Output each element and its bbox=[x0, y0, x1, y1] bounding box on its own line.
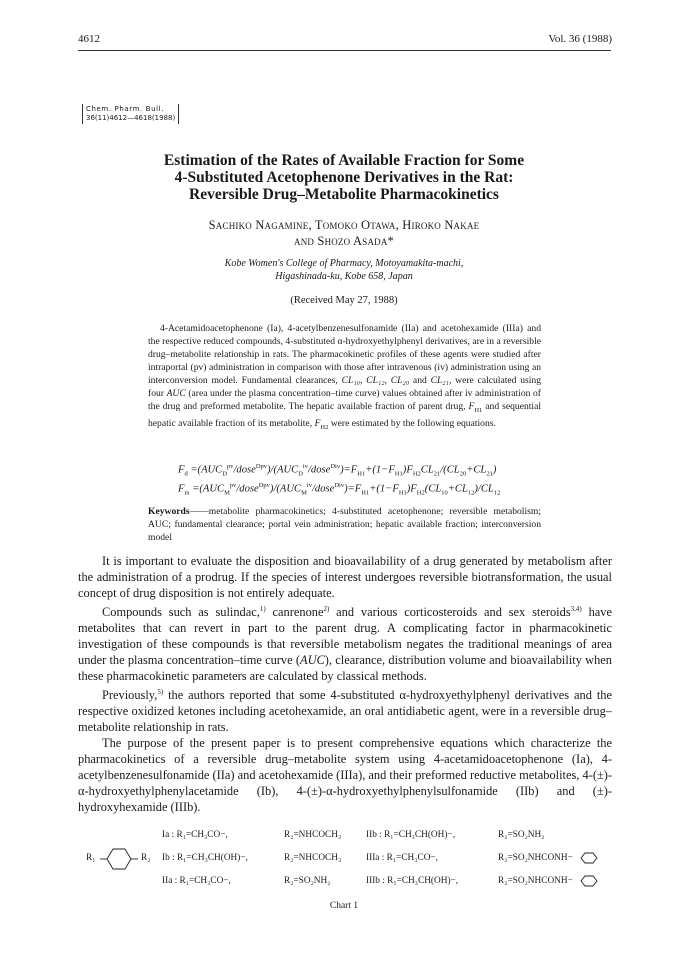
paragraph-text: Previously, bbox=[102, 688, 158, 703]
equation-fd: $F_d$ $=(AUC_D^{pv}/dose^{Dpv})/(AUC_D^{iv}/dose^{Div})=F_{H1}+(1-F_{H1})F_{H2}CL_{21}/(CL_{20}+CL_{21})$ bbox=[178, 463, 497, 478]
substituent-def: R₂=SO₂NH₂ bbox=[498, 830, 545, 840]
abstract-text: (area under the plasma concentration–time curve) values obtained after iv administration of the drug and preformed metabolite. The hepatic available fraction of parent drug, bbox=[148, 388, 542, 412]
body-text bbox=[78, 553, 612, 815]
substituent-def: R₂=SO₂NHCONH− bbox=[498, 876, 573, 886]
abstract-text: were estimated by the following equations. bbox=[328, 417, 496, 429]
title-line: 4-Substituted Acetophenone Derivatives in the Rat: bbox=[174, 169, 514, 186]
keywords bbox=[148, 505, 541, 544]
paragraph-text: Compounds such as sulindac, bbox=[102, 605, 260, 620]
citation-pages: 36(11)4612—4618(1988) bbox=[86, 114, 176, 122]
header-rule bbox=[78, 50, 611, 51]
author-list bbox=[100, 217, 588, 249]
affiliation bbox=[100, 257, 588, 283]
abstract-fh1: F bbox=[468, 401, 475, 412]
reference-marker: 5) bbox=[157, 688, 164, 697]
paragraph-purpose: The purpose of the present paper is to present comprehensive equations which characterize the pharmacokinetics of a reversible drug–metabolite system using 4-acetamidoacetophenone (Ia), 4-acetylbenzenesulfonamide (IIa) and acetohexamide (IIIa), and their preformed reductive metabolites, 4-(±)-α-hydroxyethylphenylacetamide (Ib), 4-(±)-α-hydroxyethylphenylsulfonamide (IIb) and (±)-hydroxyhexamide (IIIb). bbox=[78, 736, 612, 815]
abstract-paragraph bbox=[148, 322, 541, 434]
abstract-fh1-sub: H1 bbox=[474, 406, 483, 414]
substituent-def: R₂=NHCOCH₃ bbox=[284, 830, 342, 840]
paragraph-text: ), clearance, distribution volume and bioavailability when these pharmacokinetic parameters are calculated by classical methods. bbox=[78, 653, 612, 684]
page-number: 4612 bbox=[78, 33, 100, 45]
r1-label: R₁ bbox=[86, 853, 96, 863]
compound-def: IIIa : R₁=CH₃CO−, bbox=[366, 853, 438, 863]
author-line: and Shozo Asada* bbox=[294, 234, 394, 248]
paragraph-auc: AUC bbox=[300, 653, 325, 668]
abstract bbox=[148, 322, 541, 434]
abstract-fh2-sub: H2 bbox=[320, 423, 329, 431]
compound-def: IIIb : R₁=CH₃CH(OH)−, bbox=[366, 876, 459, 886]
abstract-fh2: F bbox=[314, 417, 321, 429]
keywords-text: ——metabolite pharmacokinetics; 4-substituted acetophenone; reversible metabolism; AUC; fundamental clearance; portal vein administration; hepatic available fraction; interconversion model bbox=[148, 506, 541, 543]
abstract-text: 4-Acetamidoacetophenone (Ia), 4-acetylbenzenesulfonamide (IIa) and acetohexamide (IIIa) and the respective reduced compounds, 4-substituted α-hydroxyethylphenyl derivatives, are in a reversible drug–metabolite relationship in rats. The pharmacokinetic profiles of these agents were studied after intraportal (pv) administration in comparison with those after intravenous (iv) administration using an interconversion model. Fundamental clearances, bbox=[148, 323, 541, 386]
paragraph-text: the authors reported that some 4-substituted α-hydroxyethylphenyl derivatives and the respective oxidized ketones including acetohexamide, an oral antidiabetic agent, were in a reversible drug–metabolite relationship in rats. bbox=[78, 688, 612, 735]
paragraph-text: have metabolites that can revert in part to the parent drug. A complicating factor in pharmacokinetic investigation of these compounds is that reversible metabolism negates the traditional meanings of area under the plasma concentration–time curve ( bbox=[78, 605, 612, 668]
compound-def: IIa : R₁=CH₃CO−, bbox=[162, 876, 231, 886]
paragraph-text: canrenone bbox=[265, 605, 324, 620]
compound-def: Ib : R₁=CH₃CH(OH)−, bbox=[162, 853, 248, 863]
abstract-cl21: CL₂₁ bbox=[430, 375, 449, 386]
abstract-text: , were calculated using four bbox=[148, 375, 542, 399]
affiliation-line: Kobe Women's College of Pharmacy, Motoyamakita-machi, bbox=[224, 258, 464, 269]
citation-box bbox=[82, 104, 179, 124]
citation-journal: Chem. Pharm. Bull. bbox=[86, 105, 165, 113]
compound-def: IIb : R₁=CH₃CH(OH)−, bbox=[366, 830, 456, 840]
paragraph-text: and various corticosteroids and sex steroids bbox=[329, 605, 571, 620]
abstract-clearances: CL₁₀, CL₁₂, CL₂₀ bbox=[341, 375, 410, 386]
abstract-text: and sequential hepatic available fraction of its metabolite, bbox=[148, 401, 541, 429]
title-line: Reversible Drug–Metabolite Pharmacokinetics bbox=[189, 186, 499, 203]
substituent-def: R₂=NHCOCH₃ bbox=[284, 853, 342, 863]
chart-structures bbox=[86, 826, 610, 898]
title-line: Estimation of the Rates of Available Fraction for Some bbox=[163, 152, 525, 169]
paragraph-intro: It is important to evaluate the disposition and bioavailability of a drug generated by metabolism after the administration of a prodrug. If the species of interest undergoes reversible biotransformation, the usual concept of drug disposition is not entirely adequate. bbox=[78, 554, 612, 600]
equation-fm: $F_m$ $=(AUC_M^{pv}/dose^{Dpv})/(AUC_M^{iv}/dose^{Div})=F_{H1}+(1-F_{H1})F_{H2}(CL_{10}+CL_{12})/CL_{12}$ bbox=[178, 482, 501, 497]
affiliation-line: Higashinada-ku, Kobe 658, Japan bbox=[275, 271, 413, 282]
compound-def: Ia : R₁=CH₃CO−, bbox=[162, 830, 228, 840]
reference-marker: 1) bbox=[259, 605, 266, 613]
substituent-def: R₂=SO₂NH₂ bbox=[284, 876, 331, 886]
abstract-text: and bbox=[409, 375, 431, 386]
r2-label: R₂ bbox=[141, 853, 151, 863]
author-line: Sachiko Nagamine, Tomoko Otawa, Hiroko Nakae bbox=[208, 218, 480, 232]
paragraph-previous bbox=[78, 684, 612, 735]
abstract-auc: AUC bbox=[166, 388, 186, 399]
reference-marker: 2) bbox=[323, 605, 330, 613]
chart-caption: Chart 1 bbox=[329, 901, 359, 911]
received-date: (Received May 27, 1988) bbox=[290, 295, 398, 306]
article-title bbox=[100, 152, 588, 203]
journal-volume: Vol. 36 (1988) bbox=[548, 33, 612, 45]
reference-marker: 3,4) bbox=[570, 605, 582, 613]
benzene-ring-icon bbox=[100, 846, 138, 872]
paragraph-compounds bbox=[78, 601, 612, 684]
substituent-def: R₂=SO₂NHCONH− bbox=[498, 853, 573, 863]
cyclohexyl-ring-icon bbox=[579, 852, 599, 864]
keywords-label: Keywords bbox=[148, 506, 190, 517]
cyclohexyl-ring-icon bbox=[579, 875, 599, 887]
